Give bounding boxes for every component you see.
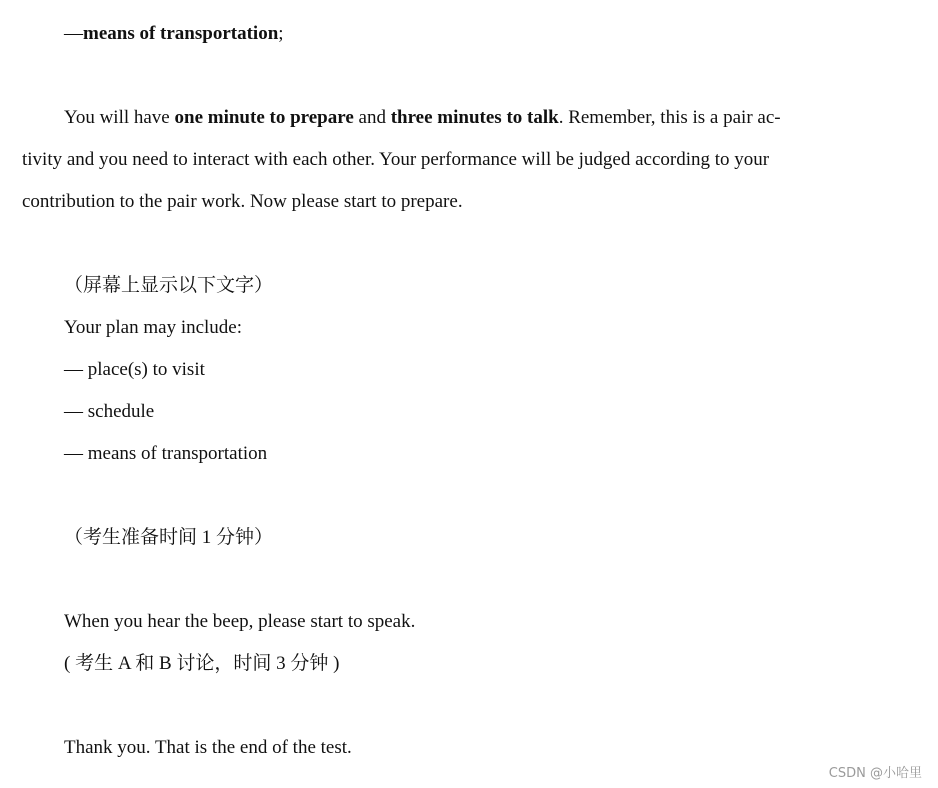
- paragraph-line-3: contribution to the pair work. Now please start to prepare.: [22, 191, 463, 212]
- paragraph-line-1: [64, 106, 781, 130]
- bold-means-of-transportation: means of transportation: [83, 23, 279, 44]
- discussion-time-note: ( 考生 A 和 B 讨论，时间 3 分钟 ): [64, 653, 340, 674]
- plan-item: — means of transportation: [64, 443, 268, 464]
- screen-display-note: （屏幕上显示以下文字）: [64, 275, 274, 296]
- prep-time-note: （考生准备时间 1 分钟）: [64, 527, 274, 548]
- semicolon: ;: [278, 23, 284, 44]
- dash: —: [64, 23, 83, 44]
- heading-line-transport: [64, 22, 284, 46]
- text-segment: You will have: [64, 107, 175, 128]
- csdn-watermark: CSDN @小哈里: [828, 766, 922, 781]
- beep-instruction: When you hear the beep, please start to speak.: [64, 611, 416, 632]
- plan-item: — place(s) to visit: [64, 359, 205, 380]
- text-segment: . Remember, this is a pair ac-: [558, 107, 781, 128]
- closing-line: Thank you. That is the end of the test.: [64, 737, 352, 758]
- text-segment: and: [353, 107, 391, 128]
- plan-intro: Your plan may include:: [64, 317, 243, 338]
- plan-item: — schedule: [64, 401, 155, 422]
- paragraph-line-2: tivity and you need to interact with each other. Your performance will be judged according to your: [22, 149, 770, 170]
- bold-one-minute: one minute to prepare: [174, 107, 354, 128]
- bold-three-minutes: three minutes to talk: [390, 107, 559, 128]
